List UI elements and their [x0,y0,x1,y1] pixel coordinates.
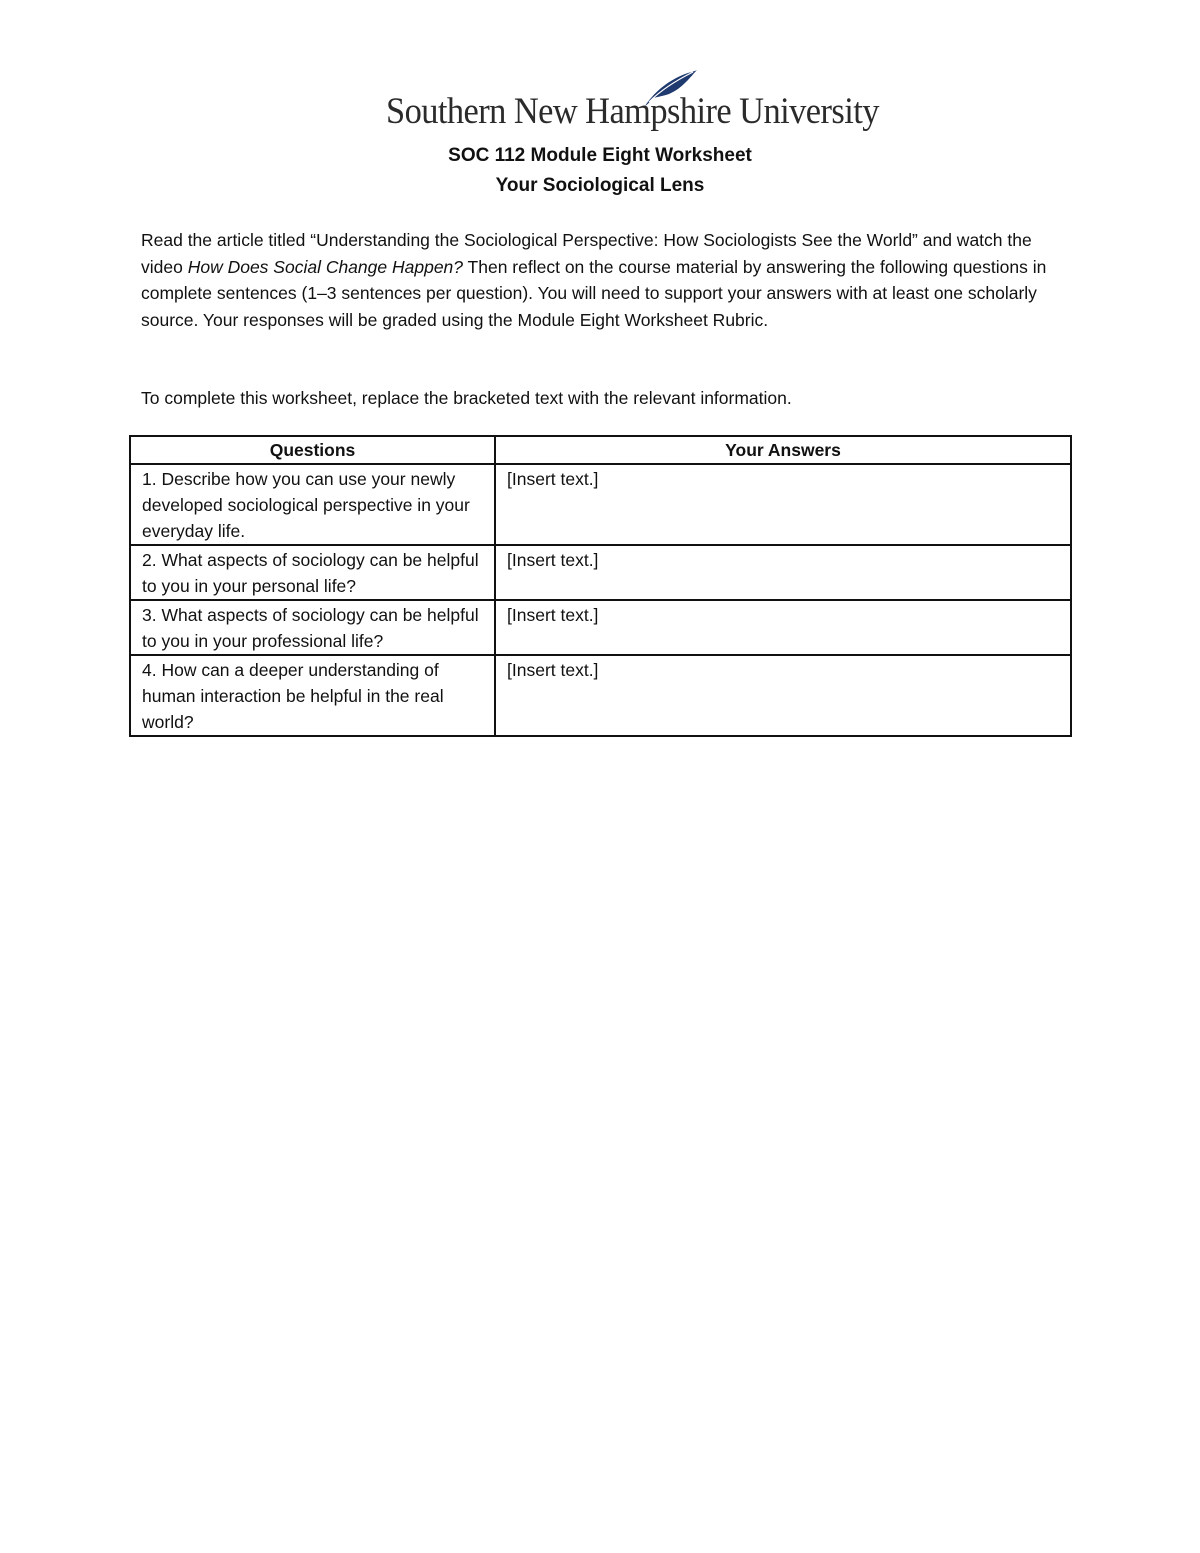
question-cell: 4. How can a deeper understanding of human interaction be helpful in the real world? [130,655,495,736]
question-cell: 1. Describe how you can use your newly developed sociological perspective in your everyday life. [130,464,495,545]
answer-cell[interactable]: [Insert text.] [495,600,1071,655]
table-row [130,545,1071,600]
question-cell: 3. What aspects of sociology can be helpful to you in your professional life? [130,600,495,655]
table-header-row [130,436,1071,464]
intro-text-part2: Then reflect on the course material by answering the following questions in complete sentences (1–3 sentences per question). You will need to support your answers with at least one scholarly source. Your responses will be graded using the Module Eight Worksheet Rubric. [141,256,1047,330]
logo-wordmark: Southern New Hampshire University [386,91,879,132]
answer-cell[interactable]: [Insert text.] [495,464,1071,545]
worksheet-table [129,435,1072,737]
university-logo [386,68,879,138]
video-title: How Does Social Change Happen? [187,256,464,277]
worksheet-title: SOC 112 Module Eight Worksheet [448,145,752,166]
instruction-paragraph: To complete this worksheet, replace the bracketed text with the relevant information. [141,388,792,408]
table-row [130,655,1071,736]
worksheet-subtitle: Your Sociological Lens [495,175,705,196]
table-row [130,600,1071,655]
answers-header: Your Answers [495,436,1071,464]
answer-cell[interactable]: [Insert text.] [495,545,1071,600]
intro-text-part1: Read the article titled “Understanding the Sociological Perspective: How Sociologists See the World” and watch the video [141,230,1032,277]
table-row [130,464,1071,545]
intro-paragraph [141,227,1061,333]
question-cell: 2. What aspects of sociology can be helpful to you in your personal life? [130,545,495,600]
answer-cell[interactable]: [Insert text.] [495,655,1071,736]
questions-header: Questions [130,436,495,464]
